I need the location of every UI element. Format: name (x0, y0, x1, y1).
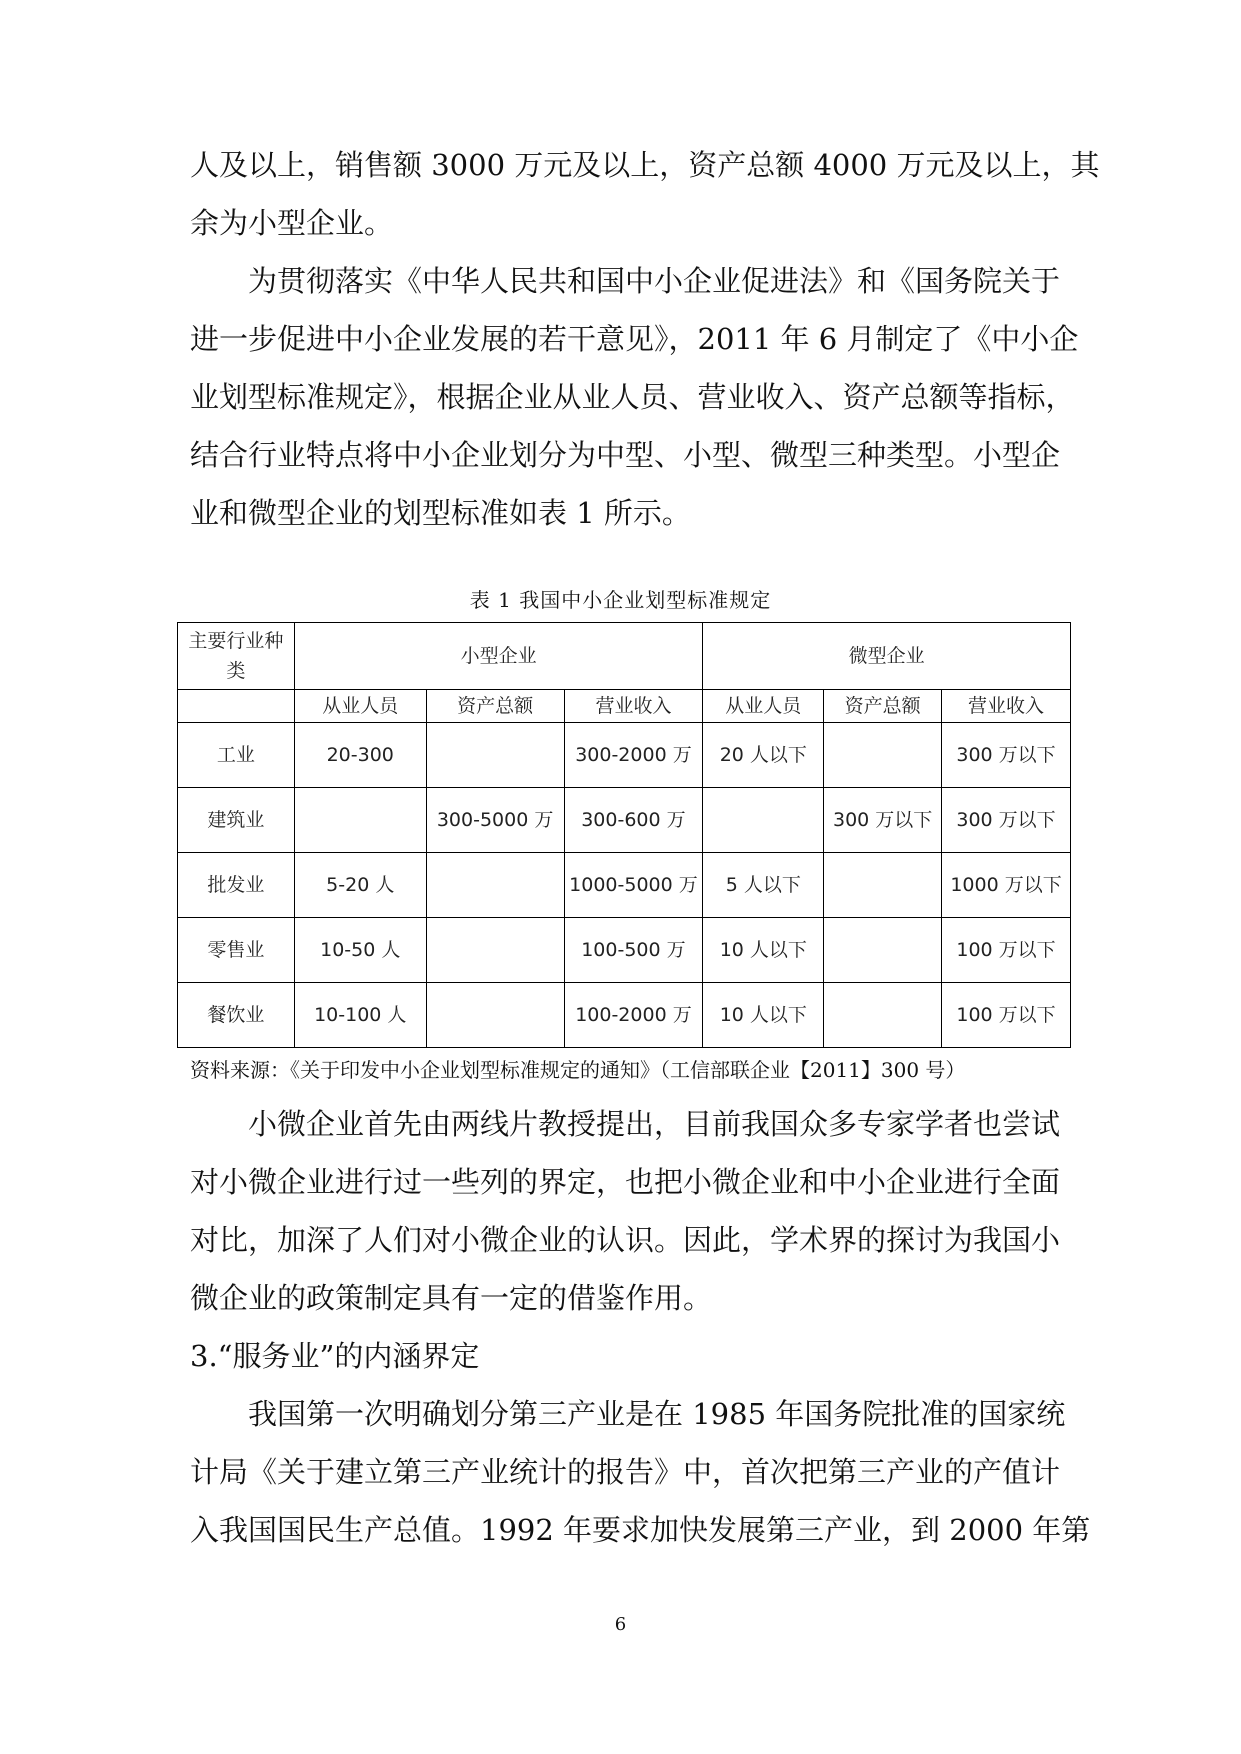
table-caption: 表 1 我国中小企业划型标准规定 (469, 588, 772, 612)
table-cell (703, 788, 824, 853)
table-cell: 20 人以下 (703, 723, 824, 788)
table-cell: 100-500 万 (564, 918, 703, 983)
table-row (178, 983, 1071, 1048)
section-heading (190, 1327, 1060, 1385)
empty-cell (178, 690, 295, 723)
table-cell: 1000 万以下 (942, 853, 1071, 918)
page-number: 6 (614, 1614, 627, 1635)
table-cell: 10 人以下 (703, 918, 824, 983)
table-cell: 300 万以下 (942, 723, 1071, 788)
table-cell (824, 918, 942, 983)
paragraph-standard (190, 252, 1079, 542)
column-header: 营业收入 (564, 690, 703, 723)
table-source-note: 资料来源：《关于印发中小企业划型标准规定的通知》（工信部联企业【2011】300 号） (190, 1058, 966, 1082)
column-header: 资产总额 (426, 690, 564, 723)
text-line: 业划型标准规定》，根据企业从业人员、营业收入、资产总额等指标， (190, 380, 1075, 414)
table-cell (824, 983, 942, 1048)
table-row (178, 918, 1071, 983)
text-line: 我国第一次明确划分第三产业是在 1985 年国务院批准的国家统 (248, 1397, 1066, 1431)
industry-cell: 建筑业 (178, 788, 295, 853)
table-row (178, 853, 1071, 918)
table-cell: 10-100 人 (294, 983, 426, 1048)
table-cell: 300-600 万 (564, 788, 703, 853)
table-cell: 20-300 (294, 723, 426, 788)
table-cell: 100 万以下 (942, 918, 1071, 983)
column-header: 营业收入 (942, 690, 1071, 723)
text-line: 结合行业特点将中小企业划分为中型、小型、微型三种类型。小型企 (190, 438, 1061, 472)
industry-cell: 餐饮业 (178, 983, 295, 1048)
table-cell: 300 万以下 (824, 788, 942, 853)
corner-header: 主要行业种类 (178, 623, 295, 690)
table-cell: 300-5000 万 (426, 788, 564, 853)
text-line: 微企业的政策制定具有一定的借鉴作用。 (190, 1281, 713, 1315)
table-row (178, 723, 1071, 788)
table-cell: 5-20 人 (294, 853, 426, 918)
table-cell: 300 万以下 (942, 788, 1071, 853)
small-enterprise-header: 小型企业 (294, 623, 703, 690)
paragraph-service-industry (190, 1385, 1091, 1559)
text-line: 进一步促进中小企业发展的若干意见》，2011 年 6 月制定了《中小企 (190, 322, 1079, 356)
table-header-row (178, 623, 1071, 690)
column-header: 资产总额 (824, 690, 942, 723)
industry-cell: 零售业 (178, 918, 295, 983)
text-line: 业和微型企业的划型标准如表 1 所示。 (190, 496, 691, 530)
column-header: 从业人员 (703, 690, 824, 723)
text-line: 为贯彻落实《中华人民共和国中小企业促进法》和《国务院关于 (248, 264, 1061, 298)
text-line: 余为小型企业。 (190, 206, 394, 240)
text-line: 对比，加深了人们对小微企业的认识。因此，学术界的探讨为我国小 (190, 1223, 1061, 1257)
paragraph-continuation (190, 136, 1100, 252)
table-cell (426, 918, 564, 983)
heading-text: 3.“服务业”的内涵界定 (190, 1339, 480, 1373)
text-line: 入我国国民生产总值。1992 年要求加快发展第三产业，到 2000 年第 (190, 1513, 1091, 1547)
text-line: 人及以上，销售额 3000 万元及以上，资产总额 4000 万元及以上，其 (190, 148, 1100, 182)
table-cell (426, 983, 564, 1048)
industry-cell: 批发业 (178, 853, 295, 918)
table-cell: 10 人以下 (703, 983, 824, 1048)
table-subheader-row (178, 690, 1071, 723)
column-header: 从业人员 (294, 690, 426, 723)
text-line: 对小微企业进行过一些列的界定，也把小微企业和中小企业进行全面 (190, 1165, 1061, 1199)
micro-enterprise-header: 微型企业 (703, 623, 1071, 690)
table-cell (824, 853, 942, 918)
text-line: 计局《关于建立第三产业统计的报告》中，首次把第三产业的产值计 (190, 1455, 1061, 1489)
table-row (178, 788, 1071, 853)
table-cell: 300-2000 万 (564, 723, 703, 788)
table-cell (426, 723, 564, 788)
table-cell (426, 853, 564, 918)
table-cell (824, 723, 942, 788)
text-line: 小微企业首先由两线片教授提出，目前我国众多专家学者也尝试 (248, 1107, 1061, 1141)
table-cell: 1000-5000 万 (564, 853, 703, 918)
table-cell: 10-50 人 (294, 918, 426, 983)
table-cell (294, 788, 426, 853)
table-cell: 5 人以下 (703, 853, 824, 918)
paragraph-research (190, 1095, 1060, 1327)
classification-table (177, 622, 1071, 1048)
industry-cell: 工业 (178, 723, 295, 788)
table-cell: 100 万以下 (942, 983, 1071, 1048)
table-cell: 100-2000 万 (564, 983, 703, 1048)
